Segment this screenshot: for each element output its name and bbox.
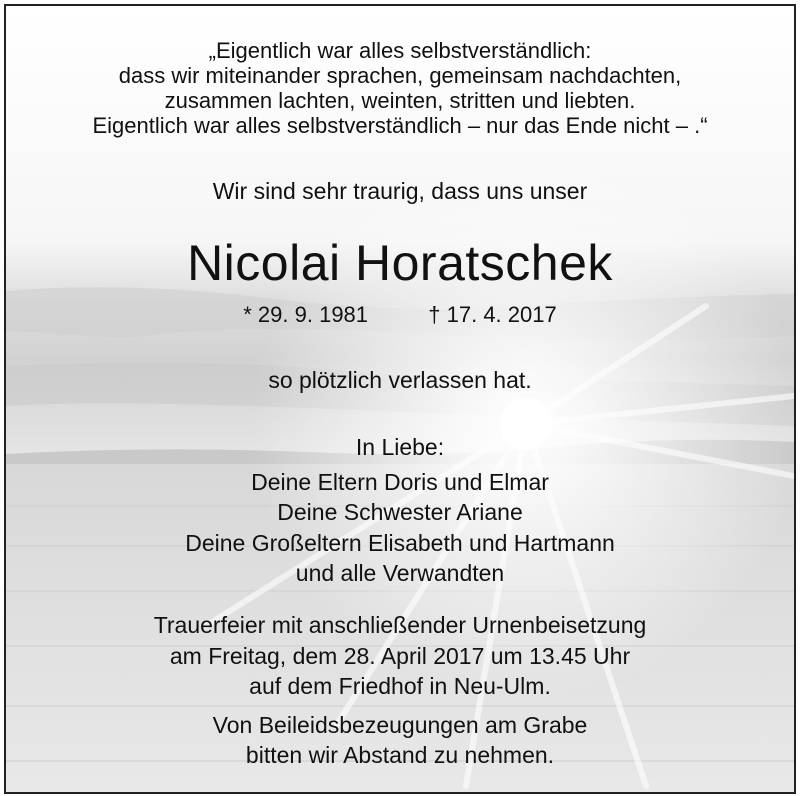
family-line: und alle Verwandten xyxy=(295,560,505,586)
life-dates xyxy=(6,302,794,328)
birth-date: * 29. 9. 1981 xyxy=(243,302,369,327)
intro-text: Wir sind sehr traurig, dass uns unser xyxy=(212,178,588,204)
funeral-line: am Freitag, dem 28. April 2017 um 13.45 Uhr xyxy=(169,643,631,669)
quote-line-3: zusammen lachten, weinten, stritten und liebten. xyxy=(164,88,636,113)
funeral-line: auf dem Friedhof in Neu-Ulm. xyxy=(249,673,551,699)
condolence-line: Von Beileidsbezeugungen am Grabe xyxy=(212,712,588,738)
condolence-line: bitten wir Abstand zu nehmen. xyxy=(245,742,555,768)
deceased-name: Nicolai Horatschek xyxy=(187,235,613,291)
funeral-line: Trauerfeier mit anschließender Urnenbeisetzung xyxy=(153,612,647,638)
in-love-heading: In Liebe: xyxy=(355,434,445,460)
obituary-frame xyxy=(4,4,796,794)
quote-line-4: Eigentlich war alles selbstverständlich – nur das Ende nicht – .“ xyxy=(92,113,708,138)
obituary-text xyxy=(6,6,794,792)
left-text: so plötzlich verlassen hat. xyxy=(268,367,532,393)
quote-line-1: „Eigentlich war alles selbstverständlich: xyxy=(208,38,592,63)
death-date: † 17. 4. 2017 xyxy=(428,302,557,327)
quote-line-2: dass wir miteinander sprachen, gemeinsam nachdachten, xyxy=(118,63,682,88)
family-line: Deine Großeltern Elisabeth und Hartmann xyxy=(185,530,615,556)
family-line: Deine Eltern Doris und Elmar xyxy=(251,469,549,495)
family-line: Deine Schwester Ariane xyxy=(277,499,523,525)
